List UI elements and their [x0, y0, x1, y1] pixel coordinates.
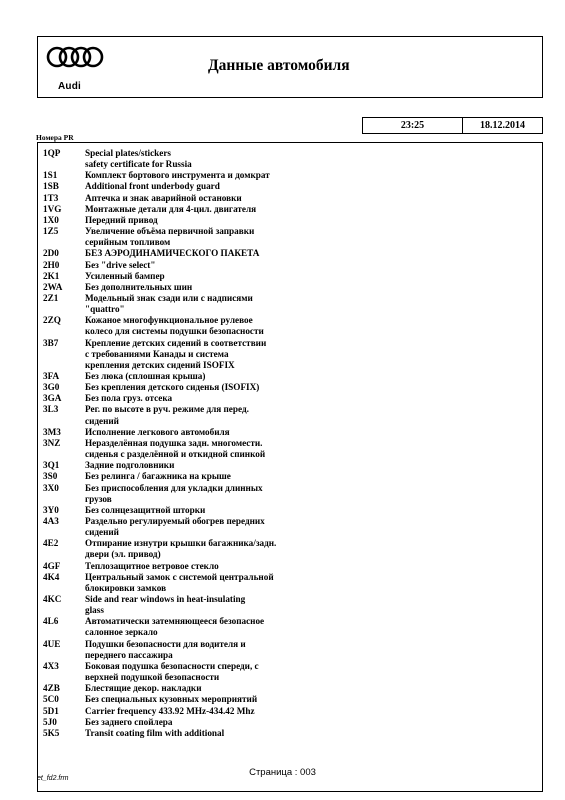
pr-description: с требованиями Канады и система — [85, 348, 229, 359]
audi-wordmark: Audi — [58, 81, 82, 92]
pr-description: Усиленный бампер — [85, 270, 165, 281]
pr-description: Блестящие декор. накладки — [85, 683, 202, 694]
pr-description: Неразделённая подушка задн. многомести. — [85, 437, 263, 448]
pr-description: блокировки замков — [85, 582, 167, 593]
pr-description: Special plates/stickers — [85, 148, 171, 158]
pr-description: крепления детских сидений ISOFIX — [85, 359, 235, 370]
pr-description: "quattro" — [85, 304, 125, 315]
pr-code: 4X3 — [43, 660, 59, 671]
pr-code: 4UE — [43, 638, 61, 649]
pr-codes-list — [37, 142, 543, 792]
pr-code: 2ZQ — [43, 315, 61, 326]
page-number: Страница : 003 — [249, 767, 316, 778]
pr-description: Рег. по высоте в руч. режиме для перед. — [85, 404, 249, 415]
form-filename: et_fd2.frm — [37, 775, 69, 782]
pr-description: Additional front underbody guard — [85, 181, 220, 192]
print-time: 23:25 — [363, 118, 463, 133]
pr-numbers-label: Номера PR — [36, 133, 74, 142]
pr-code: 4L6 — [43, 616, 59, 627]
pr-description: Монтажные детали для 4-цил. двигателя — [85, 203, 257, 214]
print-date: 18.12.2014 — [480, 120, 525, 131]
page-title: Данные автомобиля — [208, 57, 350, 74]
document-header — [37, 36, 543, 98]
pr-code: 4GF — [43, 560, 61, 571]
pr-description: Без специальных кузовных мероприятий — [85, 694, 258, 705]
pr-description: Без дополнительных шин — [85, 281, 193, 292]
pr-code: 2Z1 — [43, 292, 59, 303]
pr-description: серийным топливом — [85, 237, 171, 248]
pr-description: Side and rear windows in heat-insulating — [85, 594, 246, 604]
pr-description: Теплозащитное ветровое стекло — [85, 560, 219, 571]
pr-description: верхней подушкой безопасности — [85, 672, 220, 683]
pr-description: двери (эл. привод) — [85, 549, 161, 560]
pr-code: 3B7 — [43, 337, 59, 348]
pr-code: 1S1 — [43, 170, 58, 181]
pr-description: Без релинга / багажника на крыше — [85, 471, 231, 482]
pr-code: 3Q1 — [43, 460, 60, 471]
pr-description: Боковая подушка безопасности спереди, с — [85, 660, 259, 671]
pr-code: 4ZB — [43, 683, 60, 694]
pr-code: 5K5 — [43, 727, 60, 738]
pr-description: колесо для системы подушки безопасности — [85, 326, 264, 337]
pr-code: 3S0 — [43, 471, 58, 482]
pr-code: 4A3 — [43, 515, 59, 526]
pr-code: 5J0 — [43, 716, 57, 727]
audi-rings-icon — [44, 43, 106, 77]
pr-description: Крепление детских сидений в соответствии — [85, 337, 267, 348]
pr-description: Без люка (сплошная крыша) — [85, 371, 206, 381]
pr-description: Автоматически затемняющееся безопасное — [85, 616, 265, 627]
pr-description: Исполнение легкового автомобиля — [85, 426, 230, 437]
pr-code: 3FA — [43, 371, 60, 381]
pr-code: 3Y0 — [43, 504, 59, 515]
pr-description: Передний привод — [85, 214, 158, 225]
pr-description: Без крепления детского сиденья (ISOFIX) — [85, 382, 260, 393]
pr-description: Задние подголовники — [85, 460, 175, 471]
pr-description: Отпирание изнутри крышки багажника/задн. — [85, 538, 277, 549]
pr-code: 3G0 — [43, 382, 60, 393]
pr-description: Carrier frequency 433.92 MHz-434.42 Mhz — [85, 705, 255, 716]
pr-description: грузов — [85, 493, 112, 504]
pr-description: glass — [85, 605, 104, 616]
pr-description: Transit coating film with additional — [85, 727, 225, 738]
pr-code: 3M3 — [43, 426, 61, 437]
pr-description: БЕЗ АЭРОДИНАМИЧЕСКОГО ПАКЕТА — [85, 248, 260, 259]
pr-code: 3GA — [43, 393, 62, 404]
pr-code: 4KC — [43, 594, 62, 604]
pr-code: 2D0 — [43, 248, 59, 259]
pr-description: Без солнцезащитной шторки — [85, 504, 206, 515]
pr-description: Центральный замок с системой центральной — [85, 571, 274, 582]
pr-code: 2H0 — [43, 259, 60, 270]
pr-description: Без приспособления для укладки длинных — [85, 482, 263, 493]
pr-description: Раздельно регулируемый обогрев передних — [85, 515, 265, 526]
pr-description: сидений — [85, 415, 119, 426]
pr-description: Без заднего спойлера — [85, 716, 173, 727]
pr-code: 5D1 — [43, 705, 59, 716]
pr-code: 3X0 — [43, 482, 59, 493]
pr-code: 1QP — [43, 148, 61, 158]
pr-code: 4E2 — [43, 538, 59, 549]
pr-code: 1X0 — [43, 214, 59, 225]
pr-description: сиденья с разделённой и откидной спинкой — [85, 449, 266, 460]
pr-description: Комплект бортового инструмента и домкрат — [85, 170, 270, 181]
pr-description: Кожаное многофункциональное рулевое — [85, 315, 253, 326]
pr-code: 2WA — [43, 281, 63, 292]
pr-description: Увеличение объёма первичной заправки — [85, 226, 255, 237]
pr-code: 2K1 — [43, 270, 60, 281]
pr-description: Без "drive select" — [85, 259, 156, 270]
pr-description: Аптечка и знак аварийной остановки — [85, 192, 242, 203]
pr-code: 3NZ — [43, 437, 61, 448]
timestamp-box — [362, 117, 543, 134]
pr-code: 1T3 — [43, 192, 59, 203]
pr-description: переднего пассажира — [85, 649, 173, 660]
pr-code: 1SB — [43, 181, 59, 192]
audi-logo — [44, 43, 106, 93]
pr-code: 5C0 — [43, 694, 59, 705]
pr-description: Подушки безопасности для водителя и — [85, 638, 246, 649]
pr-description: safety certificate for Russia — [85, 159, 192, 170]
pr-code: 3L3 — [43, 404, 59, 415]
pr-code: 4K4 — [43, 571, 60, 582]
pr-description: Без пола груз. отсека — [85, 393, 173, 404]
pr-code: 1VG — [43, 203, 62, 214]
pr-description: салонное зеркало — [85, 627, 158, 638]
pr-description: сидений — [85, 527, 119, 538]
pr-description: Модельный знак сзади или с надписями — [85, 292, 253, 303]
pr-code: 1Z5 — [43, 226, 59, 237]
